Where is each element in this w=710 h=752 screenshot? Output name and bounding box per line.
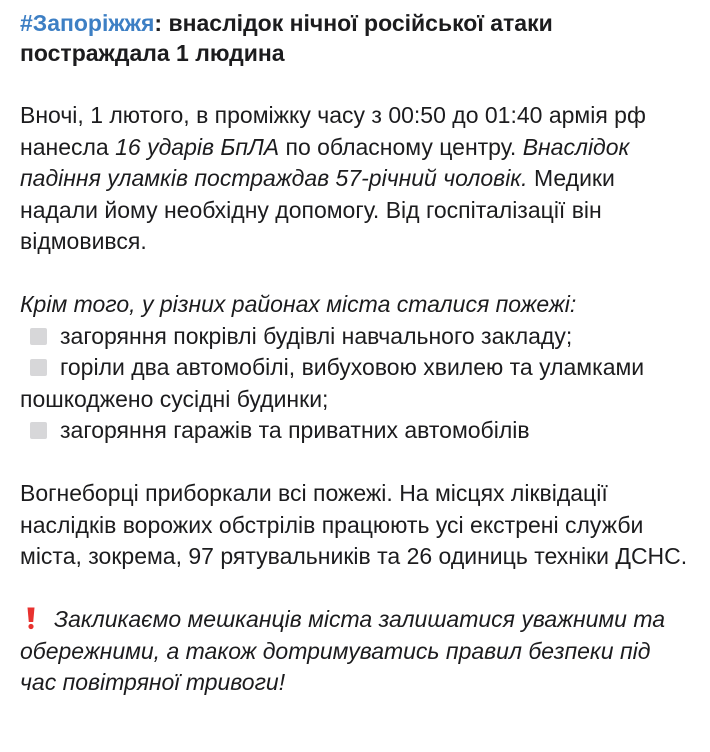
list-item [20, 352, 688, 415]
post-title [20, 8, 688, 68]
exclamation-mark-icon [20, 604, 42, 636]
spacer [20, 68, 688, 100]
white-square-icon [30, 359, 47, 376]
list-item [20, 415, 688, 447]
list-item-text: загоряння гаражів та приватних автомобілів [60, 417, 530, 443]
attack-target: по обласному центру. [279, 133, 523, 160]
list-item-text: горіли два автомобілі, вибуховою хвилею та уламками пошкоджено сусідні будинки; [20, 354, 645, 412]
medics-note: Медики надали йому необхідну допомогу. Від госпіталізації він відмовився. [20, 165, 615, 254]
white-square-icon [30, 422, 47, 439]
appeal-text: Закликаємо мешканців міста залишатися уважними та обережними, а також дотримуватись правил безпеки під час повітряної тривоги! [20, 606, 666, 695]
fires-intro: Крім того, у різних районах міста сталися пожежі: [20, 291, 577, 317]
list-item [20, 321, 688, 353]
paragraph-attack [20, 100, 688, 258]
strikes-count: 16 ударів БпЛА [115, 133, 280, 160]
paragraph-appeal [20, 604, 688, 699]
attack-lead: Вночі, 1 лютого, в проміжку часу з 00:50 до 01:40 армія рф нанесла [20, 102, 646, 160]
title-text: : внаслідок нічної російської атаки постраждала 1 людина [20, 10, 553, 66]
paragraph-firefighters: Вогнеборці приборкали всі пожежі. На місцях ліквідації наслідків ворожих обстрілів працюють усі екстрені служби міста, зокрема, 97 рятувальників та 26 одиниць техніки ДСНС. [20, 480, 688, 569]
paragraph-fires [20, 289, 688, 447]
hashtag-link[interactable]: #Запоріжжя [20, 10, 155, 36]
spacer [20, 573, 688, 605]
injured-note: Внаслідок падіння уламків постраждав 57-річний чоловік. [20, 133, 630, 191]
spacer [20, 258, 688, 290]
spacer [20, 447, 688, 479]
list-item-text: загоряння покрівлі будівлі навчального закладу; [60, 322, 573, 349]
white-square-icon [30, 328, 47, 345]
